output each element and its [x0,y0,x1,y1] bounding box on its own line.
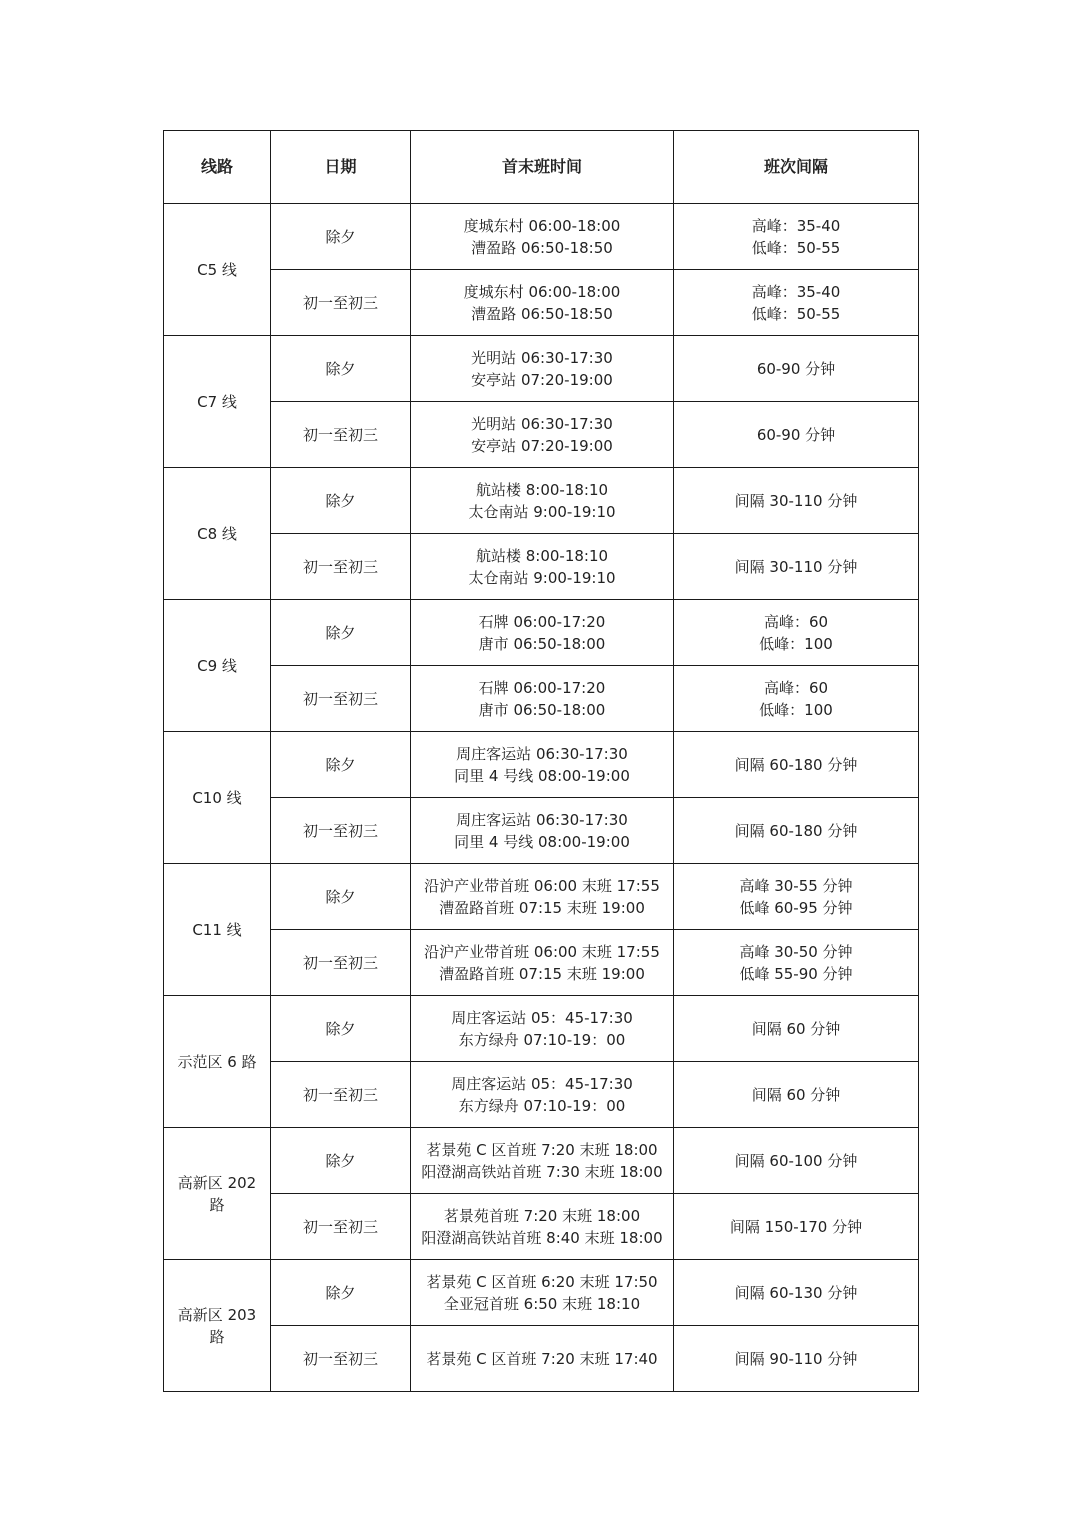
time-cell [411,1260,674,1326]
interval-line: 高峰：35-40 [751,282,841,301]
time-line: 航站楼 8:00-18:10 [475,546,609,565]
table-row [164,336,919,402]
time-line: 周庄客运站 06:30-17:30 [456,810,628,829]
day-cell: 初一至初三 [271,1062,411,1128]
interval-cell [674,798,919,864]
table-row [164,534,919,600]
interval-cell [674,1062,919,1128]
interval-line: 间隔 60-180 分钟 [734,821,858,840]
table-row [164,930,919,996]
interval-cell [674,666,919,732]
interval-cell [674,1194,919,1260]
interval-line: 低峰 55-90 分钟 [739,964,853,983]
header-interval: 班次间隔 [674,131,919,204]
interval-cell [674,600,919,666]
time-line: 漕盈路首班 07:15 末班 19:00 [439,898,645,917]
time-cell [411,1326,674,1392]
table-row [164,996,919,1062]
time-line: 阳澄湖高铁站首班 8:40 末班 18:00 [421,1228,663,1247]
time-cell [411,996,674,1062]
time-line: 光明站 06:30-17:30 [471,348,613,367]
time-cell [411,270,674,336]
time-cell [411,1194,674,1260]
day-cell: 除夕 [271,600,411,666]
interval-line: 间隔 60 分钟 [751,1019,841,1038]
day-cell: 初一至初三 [271,930,411,996]
time-line: 茗景苑首班 7:20 末班 18:00 [443,1206,641,1225]
time-line: 沿沪产业带首班 06:00 末班 17:55 [424,876,660,895]
day-cell: 初一至初三 [271,402,411,468]
interval-line: 高峰 30-50 分钟 [739,942,853,961]
day-cell: 除夕 [271,1260,411,1326]
time-cell [411,534,674,600]
interval-line: 间隔 60-100 分钟 [734,1151,858,1170]
time-line: 航站楼 8:00-18:10 [475,480,609,499]
day-cell: 初一至初三 [271,666,411,732]
interval-line: 高峰 30-55 分钟 [739,876,853,895]
header-first-last-time: 首末班时间 [411,131,674,204]
interval-cell [674,336,919,402]
day-cell: 初一至初三 [271,534,411,600]
table-row [164,270,919,336]
time-line: 周庄客运站 05：45-17:30 [451,1074,633,1093]
interval-cell [674,996,919,1062]
interval-line: 低峰：50-55 [751,238,841,257]
interval-line: 间隔 60 分钟 [751,1085,841,1104]
interval-line: 60-90 分钟 [756,359,836,378]
table-row [164,1260,919,1326]
day-cell: 初一至初三 [271,798,411,864]
time-line: 石牌 06:00-17:20 [478,612,606,631]
time-cell [411,336,674,402]
time-line: 沿沪产业带首班 06:00 末班 17:55 [424,942,660,961]
interval-line: 高峰：35-40 [751,216,841,235]
interval-cell [674,930,919,996]
interval-line: 间隔 90-110 分钟 [734,1349,858,1368]
time-line: 度城东村 06:00-18:00 [463,282,621,301]
time-cell [411,600,674,666]
schedule-body [164,204,919,1392]
table-row [164,468,919,534]
day-cell: 初一至初三 [271,1194,411,1260]
table-row [164,204,919,270]
table-row [164,1128,919,1194]
time-cell [411,930,674,996]
time-cell [411,402,674,468]
table-row [164,732,919,798]
time-line: 唐市 06:50-18:00 [478,700,606,719]
time-line: 度城东村 06:00-18:00 [463,216,621,235]
time-cell [411,204,674,270]
time-line: 唐市 06:50-18:00 [478,634,606,653]
time-line: 东方绿舟 07:10-19：00 [458,1096,626,1115]
time-line: 安亭站 07:20-19:00 [471,436,613,455]
interval-cell [674,402,919,468]
route-name-cell: C5 线 [164,204,271,336]
time-line: 阳澄湖高铁站首班 7:30 末班 18:00 [421,1162,663,1181]
interval-line: 高峰：60 [763,678,829,697]
interval-cell [674,1260,919,1326]
time-cell [411,798,674,864]
route-name-cell: C11 线 [164,864,271,996]
interval-line: 间隔 60-180 分钟 [734,755,858,774]
interval-line: 间隔 30-110 分钟 [734,557,858,576]
time-line: 太仓南站 9:00-19:10 [468,502,616,521]
time-cell [411,864,674,930]
time-line: 安亭站 07:20-19:00 [471,370,613,389]
interval-cell [674,864,919,930]
interval-line: 低峰：100 [759,634,833,653]
day-cell: 除夕 [271,204,411,270]
route-name-cell: C7 线 [164,336,271,468]
time-cell [411,468,674,534]
table-row [164,600,919,666]
time-cell [411,732,674,798]
day-cell: 除夕 [271,1128,411,1194]
day-cell: 初一至初三 [271,1326,411,1392]
route-name-cell: C10 线 [164,732,271,864]
interval-line: 低峰 60-95 分钟 [739,898,853,917]
bus-schedule-table [163,130,919,1392]
route-name-cell: C8 线 [164,468,271,600]
interval-cell [674,534,919,600]
day-cell: 除夕 [271,864,411,930]
header-row [164,131,919,204]
table-row [164,798,919,864]
time-cell [411,1128,674,1194]
table-row [164,1194,919,1260]
interval-line: 60-90 分钟 [756,425,836,444]
table-row [164,1326,919,1392]
interval-cell [674,204,919,270]
interval-line: 间隔 150-170 分钟 [729,1217,863,1236]
time-cell [411,1062,674,1128]
day-cell: 初一至初三 [271,270,411,336]
interval-cell [674,270,919,336]
time-line: 光明站 06:30-17:30 [471,414,613,433]
interval-cell [674,468,919,534]
time-line: 漕盈路首班 07:15 末班 19:00 [439,964,645,983]
time-line: 太仓南站 9:00-19:10 [468,568,616,587]
header-route: 线路 [164,131,271,204]
time-line: 东方绿舟 07:10-19：00 [458,1030,626,1049]
day-cell: 除夕 [271,732,411,798]
interval-cell [674,1128,919,1194]
time-line: 石牌 06:00-17:20 [478,678,606,697]
interval-cell [674,732,919,798]
interval-line: 间隔 60-130 分钟 [734,1283,858,1302]
interval-line: 高峰：60 [763,612,829,631]
time-line: 周庄客运站 06:30-17:30 [456,744,628,763]
route-name-cell: 示范区 6 路 [164,996,271,1128]
day-cell: 除夕 [271,336,411,402]
time-line: 全亚冠首班 6:50 末班 18:10 [443,1294,641,1313]
time-line: 同里 4 号线 08:00-19:00 [454,832,630,851]
time-line: 漕盈路 06:50-18:50 [471,238,613,257]
interval-line: 低峰：100 [759,700,833,719]
time-line: 同里 4 号线 08:00-19:00 [454,766,630,785]
time-line: 周庄客运站 05：45-17:30 [451,1008,633,1027]
interval-cell [674,1326,919,1392]
interval-line: 低峰：50-55 [751,304,841,323]
interval-line: 间隔 30-110 分钟 [734,491,858,510]
time-line: 茗景苑 C 区首班 7:20 末班 18:00 [426,1140,658,1159]
route-name-cell: 高新区 203 路 [164,1260,271,1392]
time-cell [411,666,674,732]
time-line: 茗景苑 C 区首班 6:20 末班 17:50 [426,1272,658,1291]
route-name-cell: C9 线 [164,600,271,732]
day-cell: 除夕 [271,996,411,1062]
time-line: 茗景苑 C 区首班 7:20 末班 17:40 [426,1349,658,1368]
time-line: 漕盈路 06:50-18:50 [471,304,613,323]
table-row [164,1062,919,1128]
table-row [164,666,919,732]
route-name-cell: 高新区 202 路 [164,1128,271,1260]
day-cell: 除夕 [271,468,411,534]
header-date: 日期 [271,131,411,204]
table-row [164,864,919,930]
table-row [164,402,919,468]
